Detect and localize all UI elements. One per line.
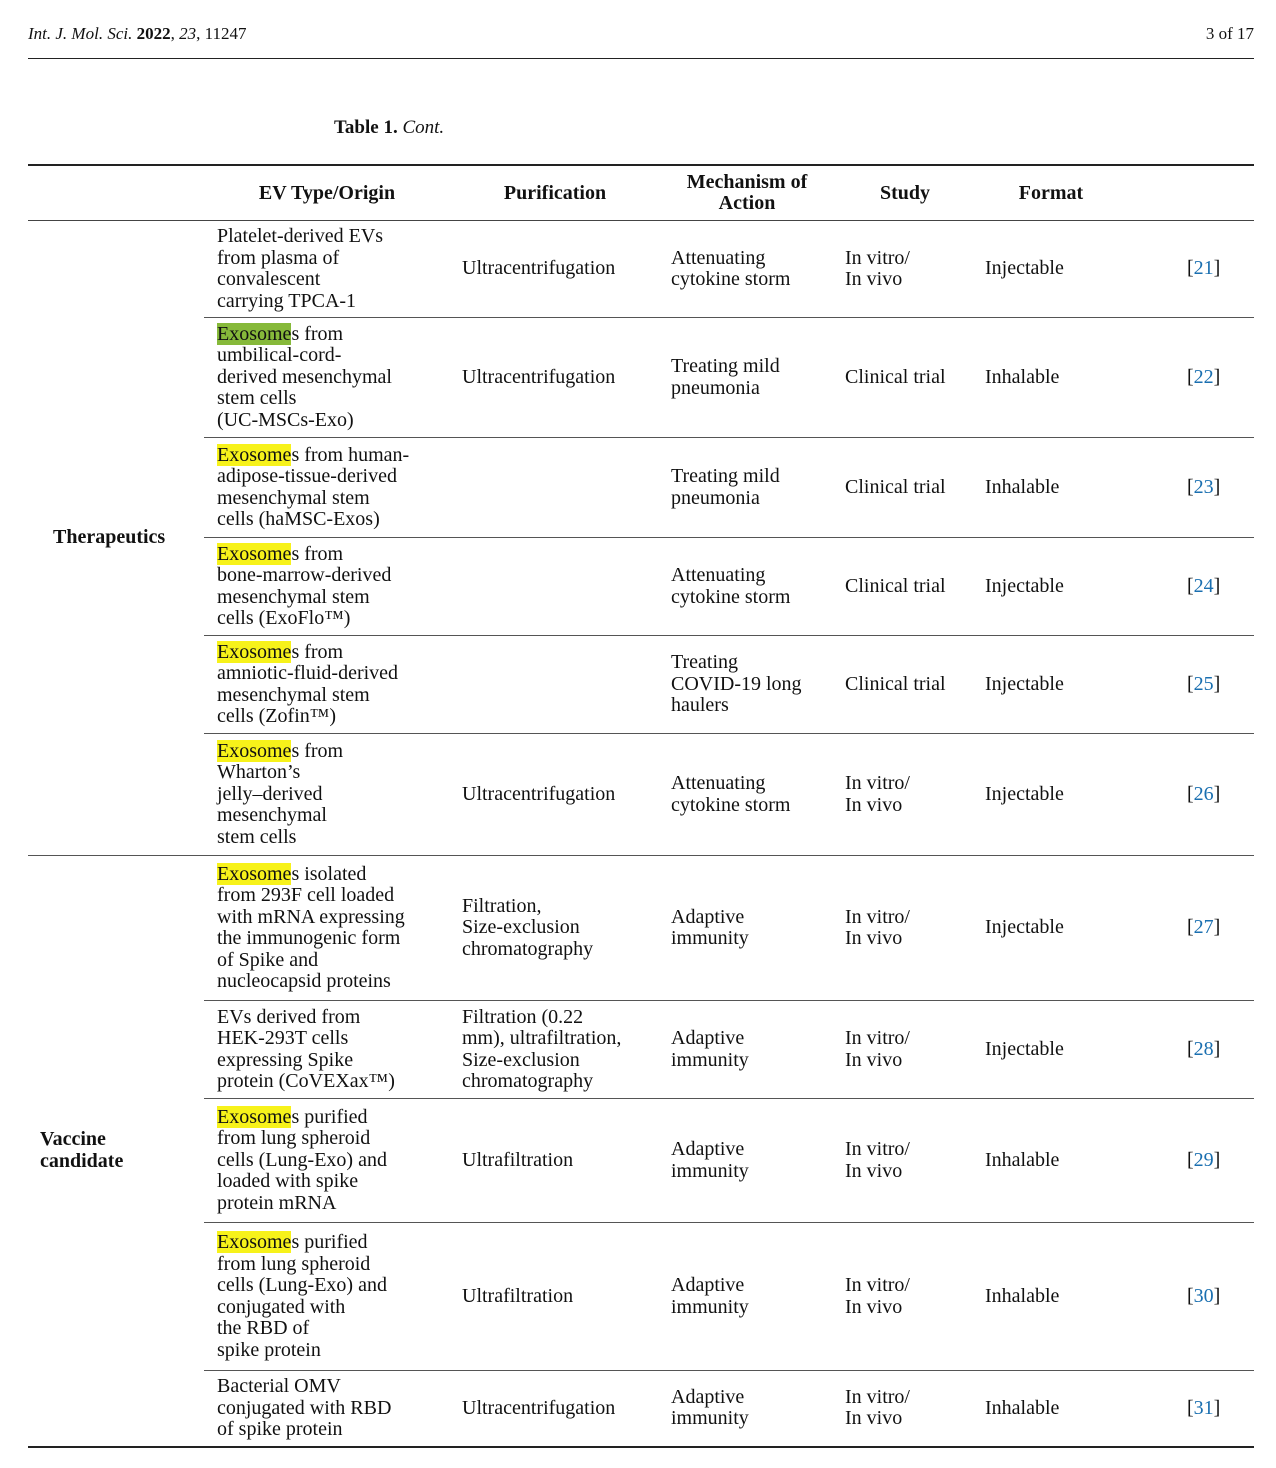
ev-cell: Exosomes purified from lung spheroid cells (Lung-Exo) and loaded with spike protein mRNA [204, 1099, 450, 1223]
format-cell: Injectable [976, 636, 1126, 734]
reference-cell: [24] [1126, 538, 1254, 636]
format-cell: Injectable [985, 257, 1064, 280]
ev-cell: Bacterial OMV conjugated with RBD of spike protein [204, 1371, 450, 1447]
table-row [28, 636, 1254, 734]
purification-cell [450, 636, 660, 734]
ev-cell: Platelet-derived EVs from plasma of convalescent carrying TPCA-1 [217, 225, 384, 312]
table-row [28, 438, 1254, 538]
study-cell: Clinical trial [834, 538, 976, 636]
group-vaccine-candidate: Vaccine candidate [28, 856, 204, 1447]
reference-link[interactable]: 28 [1193, 1037, 1214, 1060]
study-cell: In vitro/ In vivo [834, 856, 976, 1001]
journal-citation: Int. J. Mol. Sci. 2022, 23, 11247 [28, 24, 247, 43]
table-row [28, 734, 1254, 856]
reference-link[interactable]: 24 [1193, 574, 1214, 597]
reference-link[interactable]: 30 [1193, 1284, 1214, 1307]
header-study: Study [834, 165, 976, 221]
format-cell: Injectable [976, 856, 1126, 1001]
mechanism-cell: Adaptive immunity [660, 856, 834, 1001]
table-row [28, 856, 1254, 1001]
group-therapeutics: Therapeutics [53, 526, 166, 549]
format-cell: Injectable [976, 538, 1126, 636]
table-row [28, 1371, 1254, 1447]
reference-cell: [29] [1126, 1099, 1254, 1223]
ev-cell: EVs derived from HEK-293T cells expressing Spike protein (CoVEXax™) [204, 1001, 450, 1099]
purification-cell: Ultrafiltration [450, 1223, 660, 1371]
ev-cell: Exosomes isolated from 293F cell loaded with mRNA expressing the immunogenic form of Spike and nucleocapsid proteins [204, 856, 450, 1001]
format-cell: Inhalable [976, 1223, 1126, 1371]
study-cell: In vitro/ In vivo [845, 246, 910, 290]
study-cell: Clinical trial [834, 438, 976, 538]
mechanism-cell: Attenuating cytokine storm [671, 246, 791, 290]
reference-link[interactable]: 25 [1193, 672, 1214, 695]
mechanism-cell: Attenuating cytokine storm [660, 538, 834, 636]
table-row [28, 1001, 1254, 1099]
table-row [28, 318, 1254, 438]
purification-cell: Ultracentrifugation [450, 734, 660, 856]
header-mechanism: Mechanism of Action [660, 165, 834, 221]
format-cell: Inhalable [976, 1099, 1126, 1223]
reference-cell: [25] [1126, 636, 1254, 734]
mechanism-cell: Treating COVID-19 long haulers [660, 636, 834, 734]
reference-cell: [23] [1126, 438, 1254, 538]
purification-cell: Ultrafiltration [450, 1099, 660, 1223]
mechanism-cell: Treating mild pneumonia [660, 438, 834, 538]
study-cell: In vitro/ In vivo [834, 1099, 976, 1223]
reference-cell: [27] [1126, 856, 1254, 1001]
table-header-row [28, 165, 1254, 221]
study-cell: Clinical trial [834, 636, 976, 734]
purification-cell: Ultracentrifugation [462, 257, 616, 280]
format-cell: Inhalable [976, 438, 1126, 538]
table-row [28, 1223, 1254, 1371]
reference-cell: [28] [1126, 1001, 1254, 1099]
format-cell: Inhalable [976, 1371, 1126, 1447]
purification-cell [450, 438, 660, 538]
purification-cell: Ultracentrifugation [450, 318, 660, 438]
ev-cell: Exosomes from amniotic-fluid-derived mesenchymal stem cells (Zofin™) [204, 636, 450, 734]
format-cell: Injectable [976, 1001, 1126, 1099]
ev-cell: Exosomes from bone-marrow-derived mesenchymal stem cells (ExoFlo™) [204, 538, 450, 636]
results-table [28, 164, 1254, 1448]
header-purification: Purification [450, 165, 660, 221]
reference-link[interactable]: 26 [1193, 782, 1214, 805]
study-cell: Clinical trial [834, 318, 976, 438]
reference-cell: [31] [1126, 1371, 1254, 1447]
page-header [28, 24, 1254, 59]
reference-link[interactable]: 31 [1193, 1396, 1214, 1419]
reference-link[interactable]: 27 [1193, 916, 1214, 939]
table-caption: Table 1. Cont. [334, 117, 445, 138]
study-cell: In vitro/ In vivo [834, 1223, 976, 1371]
page-number: 3 of 17 [1205, 24, 1254, 43]
ev-cell: Exosomes from Wharton’s jelly–derived mesenchymal stem cells [204, 734, 450, 856]
table-row [28, 1099, 1254, 1223]
format-cell: Inhalable [976, 318, 1126, 438]
purification-cell: Filtration, Size-exclusion chromatography [450, 856, 660, 1001]
study-cell: In vitro/ In vivo [834, 734, 976, 856]
table-row [28, 538, 1254, 636]
reference-cell: [26] [1126, 734, 1254, 856]
header-format: Format [976, 165, 1126, 221]
reference-link[interactable]: 23 [1193, 475, 1214, 498]
study-cell: In vitro/ In vivo [834, 1371, 976, 1447]
reference-link[interactable]: 21 [1193, 257, 1214, 280]
mechanism-cell: Adaptive immunity [660, 1099, 834, 1223]
header-ref [1126, 165, 1254, 221]
table-row [28, 221, 1254, 318]
ev-cell: Exosomes from umbilical-cord- derived mesenchymal stem cells (UC-MSCs-Exo) [204, 318, 450, 438]
ev-cell: Exosomes from human- adipose-tissue-derived mesenchymal stem cells (haMSC-Exos) [204, 438, 450, 538]
format-cell: Injectable [976, 734, 1126, 856]
mechanism-cell: Adaptive immunity [660, 1001, 834, 1099]
purification-cell [450, 538, 660, 636]
mechanism-cell: Attenuating cytokine storm [660, 734, 834, 856]
reference-link[interactable]: 29 [1193, 1148, 1214, 1171]
purification-cell: Filtration (0.22 mm), ultrafiltration, Size-exclusion chromatography [450, 1001, 660, 1099]
reference-cell: [22] [1126, 318, 1254, 438]
mechanism-cell: Adaptive immunity [660, 1371, 834, 1447]
header-category [28, 165, 204, 221]
mechanism-cell: Treating mild pneumonia [660, 318, 834, 438]
header-ev-type: EV Type/Origin [204, 165, 450, 221]
reference-cell: [21] [1187, 257, 1221, 280]
reference-cell: [30] [1126, 1223, 1254, 1371]
reference-link[interactable]: 22 [1193, 365, 1214, 388]
study-cell: In vitro/ In vivo [834, 1001, 976, 1099]
mechanism-cell: Adaptive immunity [660, 1223, 834, 1371]
purification-cell: Ultracentrifugation [450, 1371, 660, 1447]
ev-cell: Exosomes purified from lung spheroid cells (Lung-Exo) and conjugated with the RBD of spike protein [204, 1223, 450, 1371]
